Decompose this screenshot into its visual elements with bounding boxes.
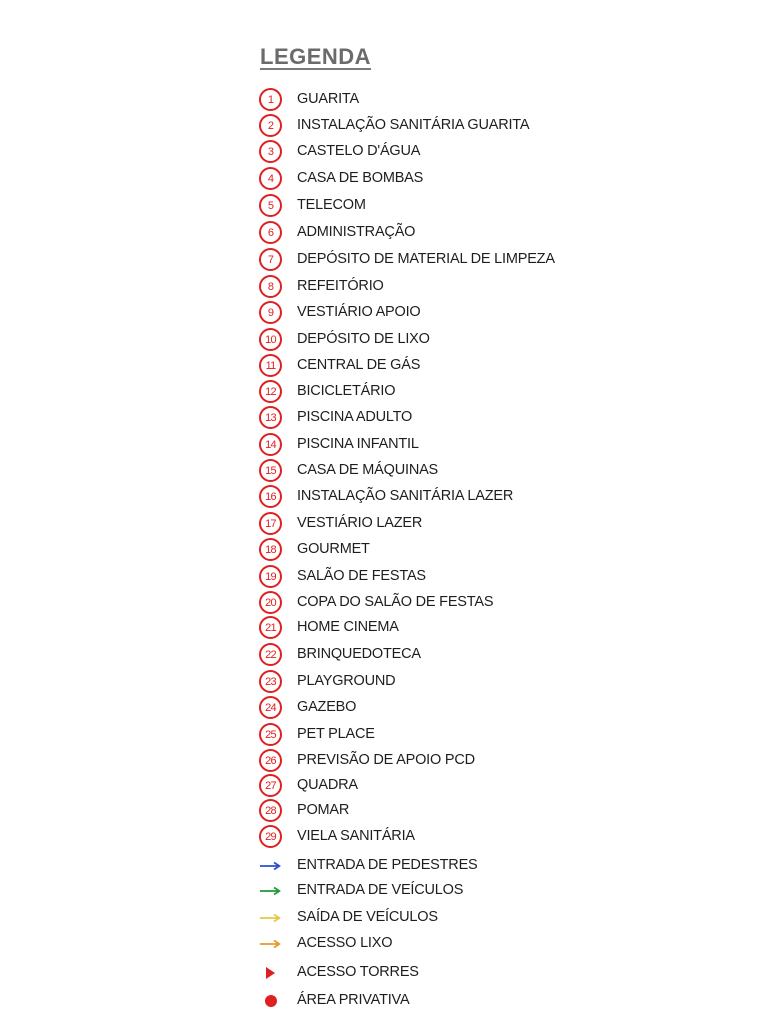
item-number: 12 xyxy=(259,380,282,403)
item-label: PREVISÃO DE APOIO PCD xyxy=(297,752,475,768)
red-dot-icon xyxy=(259,989,282,1012)
item-label: VESTIÁRIO LAZER xyxy=(297,515,423,531)
number-circle-icon xyxy=(259,328,282,351)
number-circle-icon xyxy=(259,167,282,190)
legend-item xyxy=(254,274,674,300)
number-circle-icon xyxy=(259,749,282,772)
green-arrow-icon xyxy=(259,879,282,902)
item-label: DEPÓSITO DE LIXO xyxy=(297,331,430,347)
legend-item xyxy=(254,615,674,641)
item-number: 8 xyxy=(259,275,282,298)
number-circle-icon xyxy=(259,825,282,848)
legend-item xyxy=(254,300,674,326)
item-label: VIELA SANITÁRIA xyxy=(297,828,415,844)
item-label: CASTELO D'ÁGUA xyxy=(297,143,421,159)
legend-item xyxy=(254,139,674,165)
legend-item xyxy=(254,379,674,405)
number-circle-icon xyxy=(259,221,282,244)
number-circle-icon xyxy=(259,248,282,271)
item-number: 29 xyxy=(259,825,282,848)
red-triangle-icon xyxy=(259,961,282,984)
number-circle-icon xyxy=(259,799,282,822)
item-label: INSTALAÇÃO SANITÁRIA GUARITA xyxy=(297,117,530,133)
number-circle-icon xyxy=(259,643,282,666)
legend-symbol xyxy=(254,960,674,986)
item-label: PET PLACE xyxy=(297,726,375,742)
number-circle-icon xyxy=(259,723,282,746)
legend-item xyxy=(254,166,674,192)
item-number: 1 xyxy=(259,88,282,111)
item-label: ADMINISTRAÇÃO xyxy=(297,224,416,240)
item-number: 19 xyxy=(259,565,282,588)
item-label: CASA DE MÁQUINAS xyxy=(297,462,439,478)
legend-item xyxy=(254,798,674,824)
item-number: 18 xyxy=(259,538,282,561)
number-circle-icon xyxy=(259,140,282,163)
symbol-label: SAÍDA DE VEÍCULOS xyxy=(297,909,438,925)
legend-item xyxy=(254,642,674,668)
item-number: 22 xyxy=(259,643,282,666)
item-number: 20 xyxy=(259,591,282,614)
legend-item xyxy=(254,193,674,219)
number-circle-icon xyxy=(259,616,282,639)
legend-item xyxy=(254,669,674,695)
item-number: 21 xyxy=(259,616,282,639)
legend-symbol xyxy=(254,931,674,957)
legend-item xyxy=(254,247,674,273)
item-number: 11 xyxy=(259,354,282,377)
number-circle-icon xyxy=(259,114,282,137)
item-label: VESTIÁRIO APOIO xyxy=(297,304,421,320)
item-label: GOURMET xyxy=(297,541,370,557)
number-circle-icon xyxy=(259,591,282,614)
item-number: 28 xyxy=(259,799,282,822)
item-number: 9 xyxy=(259,301,282,324)
symbol-label: ENTRADA DE PEDESTRES xyxy=(297,857,478,873)
item-label: GUARITA xyxy=(297,91,359,107)
item-number: 3 xyxy=(259,140,282,163)
legend-item xyxy=(254,327,674,353)
legend-item xyxy=(254,564,674,590)
legend-item xyxy=(254,353,674,379)
item-number: 26 xyxy=(259,749,282,772)
legend-symbol xyxy=(254,905,674,931)
number-circle-icon xyxy=(259,774,282,797)
item-label: DEPÓSITO DE MATERIAL DE LIMPEZA xyxy=(297,251,555,267)
symbol-label: ÁREA PRIVATIVA xyxy=(297,992,410,1008)
item-number: 13 xyxy=(259,406,282,429)
item-label: PLAYGROUND xyxy=(297,673,396,689)
number-circle-icon xyxy=(259,459,282,482)
legend-item xyxy=(254,432,674,458)
item-number: 24 xyxy=(259,696,282,719)
item-label: TELECOM xyxy=(297,197,366,213)
legend-item xyxy=(254,748,674,774)
legend-item xyxy=(254,695,674,721)
item-label: QUADRA xyxy=(297,777,358,793)
item-label: SALÃO DE FESTAS xyxy=(297,568,426,584)
item-label: BICICLETÁRIO xyxy=(297,383,396,399)
legend-item xyxy=(254,458,674,484)
item-number: 23 xyxy=(259,670,282,693)
item-label: GAZEBO xyxy=(297,699,357,715)
number-circle-icon xyxy=(259,565,282,588)
legend-item xyxy=(254,220,674,246)
yellow-arrow-icon xyxy=(259,906,282,929)
item-number: 14 xyxy=(259,433,282,456)
legend-item xyxy=(254,773,674,799)
legend-item xyxy=(254,722,674,748)
number-circle-icon xyxy=(259,485,282,508)
item-label: PISCINA INFANTIL xyxy=(297,436,419,452)
number-circle-icon xyxy=(259,194,282,217)
number-circle-icon xyxy=(259,696,282,719)
legend-item xyxy=(254,405,674,431)
item-number: 15 xyxy=(259,459,282,482)
number-circle-icon xyxy=(259,301,282,324)
item-number: 2 xyxy=(259,114,282,137)
orange-arrow-icon xyxy=(259,932,282,955)
item-label: POMAR xyxy=(297,802,350,818)
legend-item xyxy=(254,87,674,113)
item-label: BRINQUEDOTECA xyxy=(297,646,421,662)
item-number: 16 xyxy=(259,485,282,508)
number-circle-icon xyxy=(259,354,282,377)
item-number: 25 xyxy=(259,723,282,746)
symbol-label: ENTRADA DE VEÍCULOS xyxy=(297,882,464,898)
number-circle-icon xyxy=(259,512,282,535)
legend-symbol xyxy=(254,988,674,1014)
number-circle-icon xyxy=(259,88,282,111)
number-circle-icon xyxy=(259,275,282,298)
item-label: REFEITÓRIO xyxy=(297,278,384,294)
item-number: 27 xyxy=(259,774,282,797)
item-number: 10 xyxy=(259,328,282,351)
number-circle-icon xyxy=(259,670,282,693)
legend-item xyxy=(254,484,674,510)
blue-arrow-icon xyxy=(259,854,282,877)
item-number: 5 xyxy=(259,194,282,217)
item-number: 4 xyxy=(259,167,282,190)
legend-item xyxy=(254,824,674,850)
legend-title: LEGENDA xyxy=(260,44,372,69)
legend-symbol xyxy=(254,853,674,879)
number-circle-icon xyxy=(259,380,282,403)
number-circle-icon xyxy=(259,433,282,456)
symbol-label: ACESSO TORRES xyxy=(297,964,419,980)
item-label: COPA DO SALÃO DE FESTAS xyxy=(297,594,494,610)
legend-item xyxy=(254,537,674,563)
item-label: CASA DE BOMBAS xyxy=(297,170,424,186)
item-label: INSTALAÇÃO SANITÁRIA LAZER xyxy=(297,488,514,504)
legend-item xyxy=(254,113,674,139)
item-number: 17 xyxy=(259,512,282,535)
legend-item xyxy=(254,590,674,616)
symbol-label: ACESSO LIXO xyxy=(297,935,393,951)
item-label: PISCINA ADULTO xyxy=(297,409,413,425)
item-number: 7 xyxy=(259,248,282,271)
item-label: CENTRAL DE GÁS xyxy=(297,357,421,373)
legend-symbol xyxy=(254,878,674,904)
item-number: 6 xyxy=(259,221,282,244)
item-label: HOME CINEMA xyxy=(297,619,399,635)
number-circle-icon xyxy=(259,406,282,429)
number-circle-icon xyxy=(259,538,282,561)
legend-item xyxy=(254,511,674,537)
